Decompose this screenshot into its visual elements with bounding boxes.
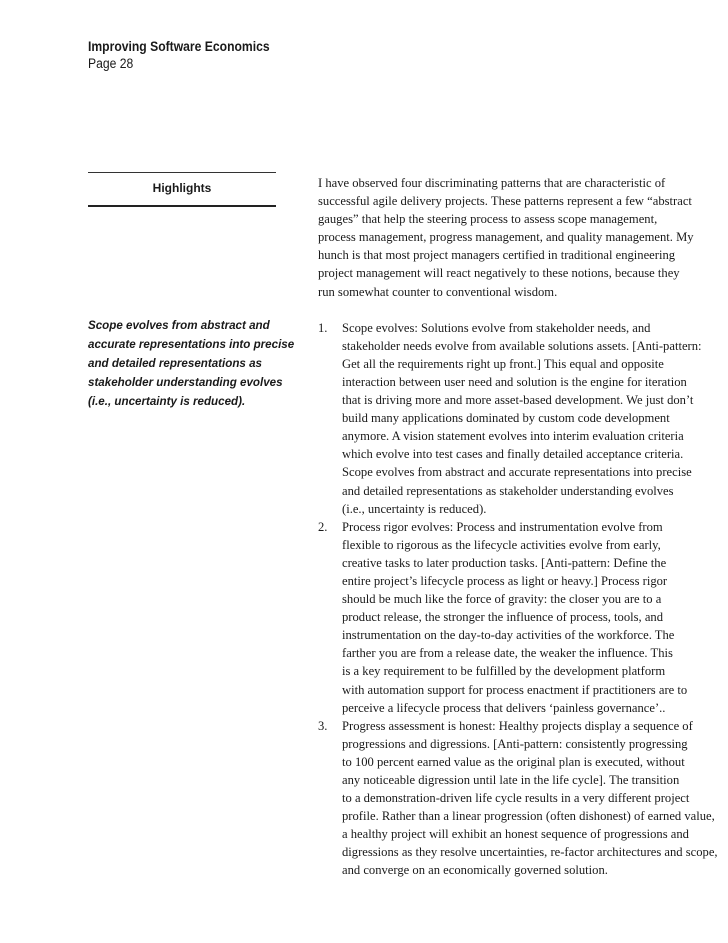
intro-line: run somewhat counter to conventional wisdom. [318,284,558,299]
intro-paragraph [318,174,700,301]
list-item-line: a healthy project will exhibit an honest sequence of progressions and [342,827,689,842]
intro-line: gauges” that help the steering process to assess scope management, [318,212,658,227]
highlight-note-line: and detailed representations as [88,357,262,370]
highlights-label: Highlights [152,181,212,195]
list-item-line: is a key requirement to be fulfilled by the development platform [342,664,666,679]
intro-line: successful agile delivery projects. These patterns represent a few “abstract [318,194,692,209]
list-item-line: and detailed representations as stakeholder understanding evolves [342,483,674,498]
list-item [318,518,700,717]
list-item-line: Scope evolves from abstract and accurate representations into precise [342,465,692,480]
list-item-line: perceive a lifecycle process that delivers ‘painless governance’.. [342,700,666,715]
list-item-line: entire project’s lifecycle process as light or heavy.] Process rigor [342,573,668,588]
list-item-line: (i.e., uncertainty is reduced). [342,501,487,516]
list-item-line: and converge on an economically governed solution. [342,863,608,878]
list-item-line: Process rigor evolves: Process and instrumentation evolve from [342,519,663,534]
list-item-line: digressions as they resolve uncertainties, re-factor architectures and scope, [342,845,718,860]
list-item-line: creative tasks to later production tasks. [Anti-pattern: Define the [342,555,667,570]
highlights-box [88,172,276,207]
list-item [318,717,718,880]
highlight-note-line: (i.e., uncertainty is reduced). [88,395,246,408]
list-item-line: farther you are from a release date, the weaker the influence. This [342,646,673,661]
list-item-line: Scope evolves: Solutions evolve from stakeholder needs, and [342,320,651,335]
intro-line: project management will react negatively to these notions, because they [318,266,680,281]
list-item [318,319,700,518]
page-header [88,38,290,72]
highlight-note-line: stakeholder understanding evolves [88,376,283,389]
list-item-line: any noticeable digression until late in the life cycle]. The transition [342,773,680,787]
list-item-line: profile. Rather than a linear progression (often dishonest) of earned value, [342,809,715,824]
list-item-line: Progress assessment is honest: Healthy projects display a sequence of [342,718,693,733]
list-item-line: instrumentation on the day-to-day activities of the workforce. The [342,628,675,643]
list-item-number: 3. [318,718,328,733]
intro-line: hunch is that most project managers certified in traditional engineering [318,248,676,263]
list-item-line: anymore. A vision statement evolves into interim evaluation criteria [342,429,684,444]
list-item-line: with automation support for process enactment if practitioners are to [342,682,688,697]
list-item-line: flexible to rigorous as the lifecycle activities evolve from early, [342,537,661,552]
document-title: Improving Software Economics [88,39,270,54]
highlight-note-line: Scope evolves from abstract and [88,319,270,332]
list-item-number: 2. [318,519,328,534]
list-item-line: which evolve into test cases and finally detailed acceptance criteria. [342,447,684,462]
list-item-line: progressions and digressions. [Anti-pattern: consistently progressing [342,736,688,751]
highlight-note [88,316,303,411]
list-item-number: 1. [318,320,328,335]
highlight-note-line: accurate representations into precise [88,338,295,351]
intro-line: I have observed four discriminating patterns that are characteristic of [318,176,666,190]
list-item-line: interaction between user need and solution is the engine for iteration [342,374,687,389]
list-item-line: should be much like the force of gravity: the closer you are to a [342,592,662,607]
list-item-line: stakeholder needs evolve from available solutions assets. [Anti-pattern: [342,338,702,353]
list-item-line: product release, the stronger the influence of process, tools, and [342,610,664,625]
intro-line: process management, progress management, and quality management. My [318,230,694,245]
list-item-line: that is driving more and more asset-based development. We just don’t [342,393,694,408]
list-item-line: to 100 percent earned value as the original plan is executed, without [342,754,685,769]
page-number: Page 28 [88,56,134,71]
list-item-line: to a demonstration-driven life cycle results in a very different project [342,791,690,806]
list-item-line: build many applications dominated by custom code development [342,411,670,426]
list-item-line: Get all the requirements right up front.] This equal and opposite [342,356,664,371]
pattern-list [318,319,718,880]
main-body [318,174,718,880]
